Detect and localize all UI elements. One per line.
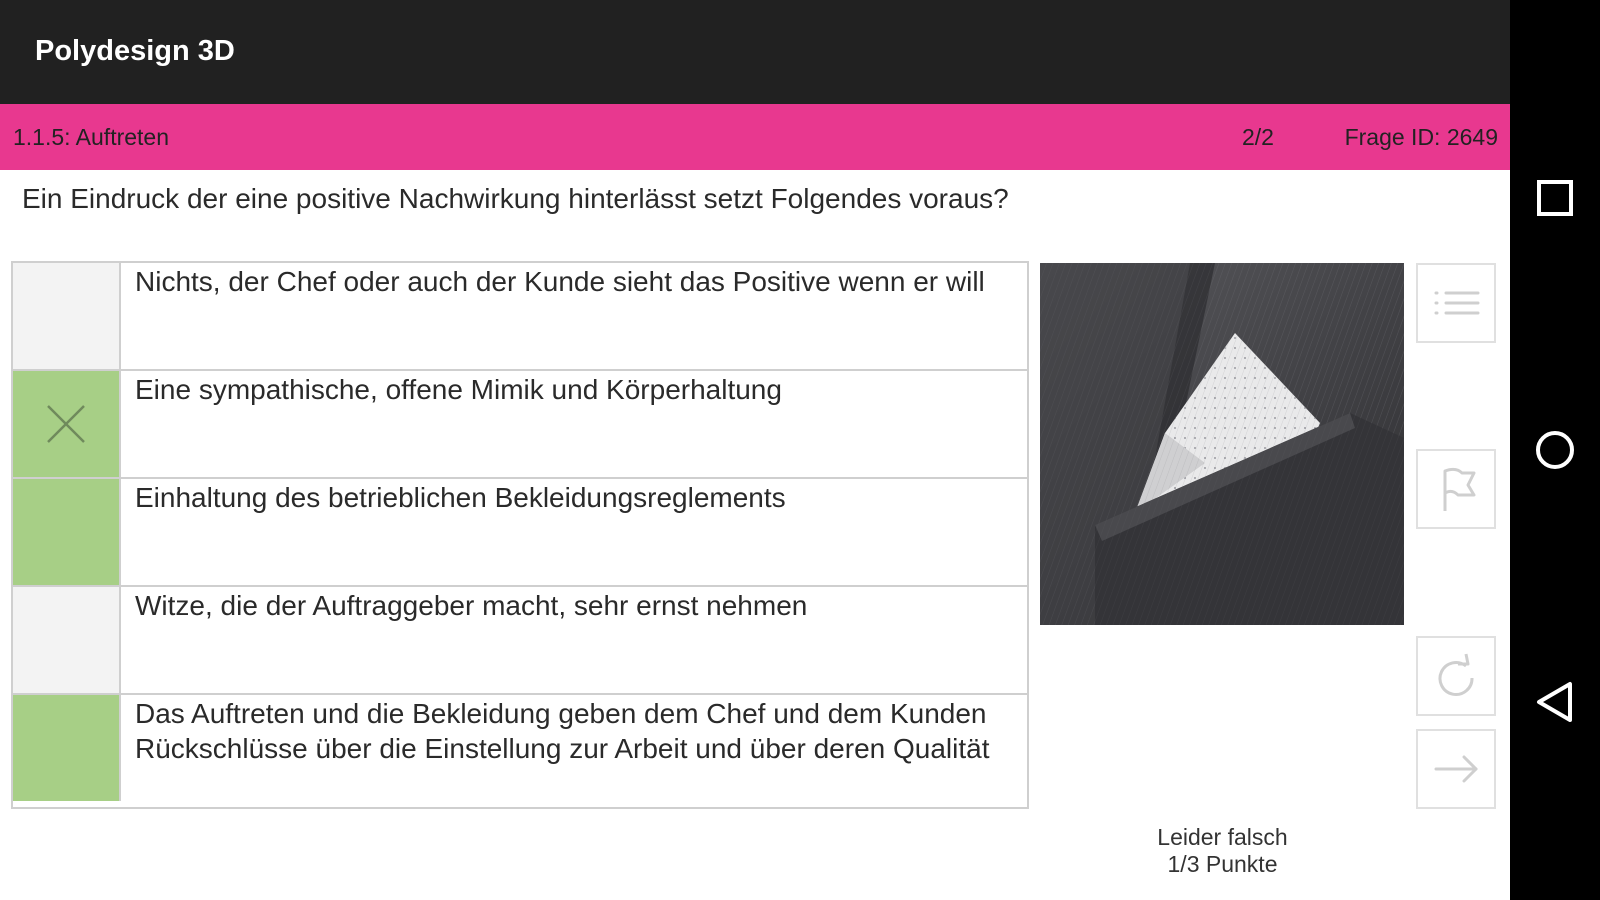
- answer-text: Nichts, der Chef oder auch der Kunde sieht das Positive wenn er will: [135, 266, 985, 297]
- answer-checkbox[interactable]: [13, 263, 121, 369]
- result-score: 1/3 Punkte: [1167, 851, 1278, 877]
- category-label: 1.1.5: Auftreten: [13, 124, 170, 150]
- category-bar: [0, 104, 1510, 170]
- answer-checkbox-checked[interactable]: [13, 371, 121, 477]
- result-feedback: [1100, 824, 1345, 878]
- answer-text: Einhaltung des betrieblichen Bekleidungsreglements: [135, 482, 786, 513]
- answer-text: Witze, die der Auftraggeber macht, sehr ernst nehmen: [135, 590, 808, 621]
- recents-button[interactable]: [1530, 178, 1580, 223]
- answer-text: Eine sympathische, offene Mimik und Körperhaltung: [135, 374, 782, 405]
- answer-checkbox[interactable]: [13, 695, 121, 801]
- answer-option-1[interactable]: [13, 263, 1027, 371]
- app-title: Polydesign 3D: [35, 35, 235, 67]
- question-id: Frage ID: 2649: [1344, 124, 1498, 150]
- list-icon: [1428, 275, 1484, 331]
- flag-icon: [1428, 461, 1484, 517]
- answer-option-5[interactable]: [13, 695, 1027, 803]
- back-button[interactable]: [1530, 680, 1580, 729]
- answer-option-3[interactable]: [13, 479, 1027, 587]
- next-question-button[interactable]: [1416, 729, 1496, 809]
- home-button[interactable]: [1530, 428, 1580, 477]
- answer-text: Das Auftreten und die Bekleidung geben dem Chef und dem Kunden Rückschlüsse über die Einstellung zur Arbeit und über deren Qualität: [135, 698, 990, 764]
- answer-checkbox[interactable]: [13, 587, 121, 693]
- question-text: Ein Eindruck der eine positive Nachwirkung hinterlässt setzt Folgendes voraus?: [22, 183, 1009, 214]
- result-status: Leider falsch: [1157, 824, 1288, 850]
- answer-option-2[interactable]: [13, 371, 1027, 479]
- suit-pocket-square-illustration: [1040, 263, 1404, 625]
- circle-icon: [1530, 428, 1580, 472]
- question-progress: 2/2: [1242, 124, 1274, 150]
- refresh-icon: [1428, 648, 1484, 704]
- answer-checkbox[interactable]: [13, 479, 121, 585]
- flag-question-button[interactable]: [1416, 449, 1496, 529]
- answer-option-4[interactable]: [13, 587, 1027, 695]
- app-bar: [0, 0, 1510, 104]
- arrow-right-icon: [1428, 741, 1484, 797]
- square-icon: [1530, 178, 1580, 218]
- system-nav-bar: [1510, 0, 1600, 900]
- triangle-back-icon: [1530, 680, 1580, 724]
- question-image: [1040, 263, 1404, 625]
- retry-button[interactable]: [1416, 636, 1496, 716]
- cross-mark-icon: [45, 403, 87, 445]
- answer-list: [11, 261, 1029, 809]
- question-list-button[interactable]: [1416, 263, 1496, 343]
